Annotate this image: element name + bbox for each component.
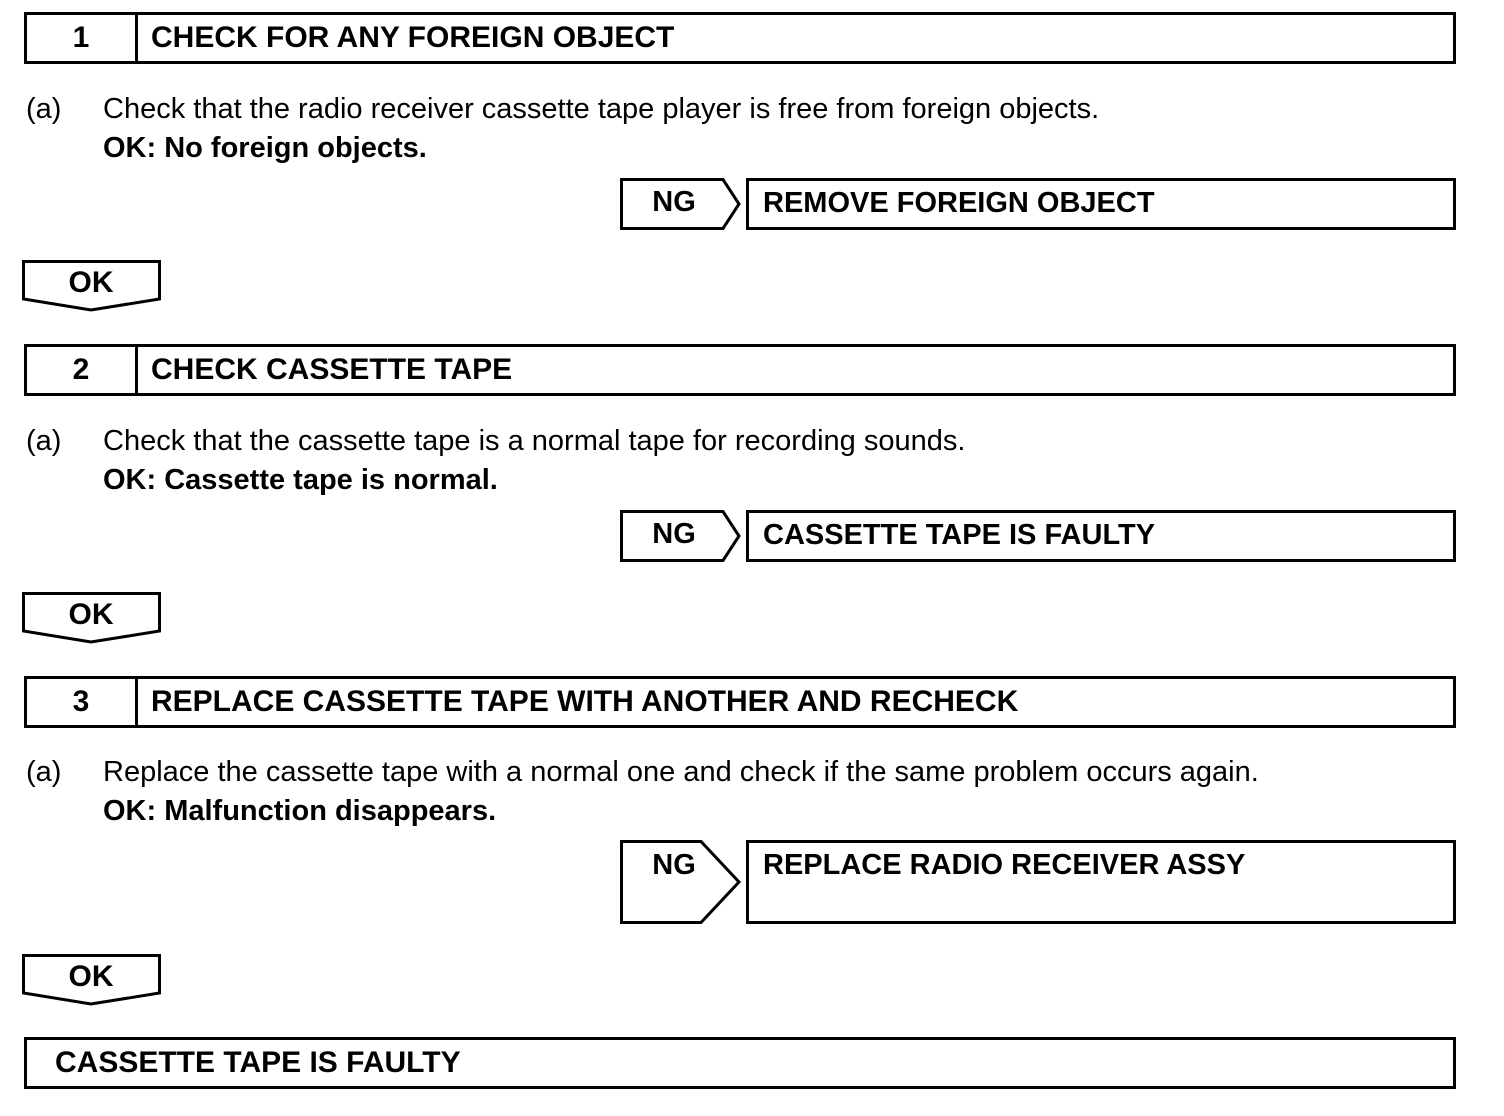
sub-item-text: Replace the cassette tape with a normal one and check if the same problem occurs again. bbox=[103, 756, 1259, 788]
ng-result-box: REMOVE FOREIGN OBJECT bbox=[746, 178, 1456, 230]
step-number: 3 bbox=[27, 679, 138, 725]
sub-item-label: (a) bbox=[26, 756, 62, 788]
ok-criteria: OK: Cassette tape is normal. bbox=[103, 464, 498, 496]
step-1-header bbox=[24, 12, 1456, 64]
ng-arrow-tag bbox=[620, 178, 742, 230]
step-title: CHECK FOR ANY FOREIGN OBJECT bbox=[151, 21, 675, 54]
step-number: 1 bbox=[27, 15, 138, 61]
ok-arrow bbox=[22, 954, 162, 1006]
final-result-box: CASSETTE TAPE IS FAULTY bbox=[24, 1037, 1456, 1089]
ng-arrow-tag bbox=[620, 510, 742, 562]
ok-criteria: OK: Malfunction disappears. bbox=[103, 795, 497, 827]
step-2-header bbox=[24, 344, 1456, 396]
ok-arrow-label: OK bbox=[68, 598, 114, 631]
sub-item-label: (a) bbox=[26, 425, 62, 457]
sub-item-text: Check that the cassette tape is a normal tape for recording sounds. bbox=[103, 425, 966, 457]
ng-label: NG bbox=[652, 186, 696, 218]
ng-label: NG bbox=[652, 518, 696, 550]
ok-arrow bbox=[22, 260, 162, 312]
step-number: 2 bbox=[27, 347, 138, 393]
ng-result-box: REPLACE RADIO RECEIVER ASSY bbox=[746, 840, 1456, 924]
ok-arrow-label: OK bbox=[68, 266, 114, 299]
ng-label: NG bbox=[652, 849, 696, 881]
step-title: REPLACE CASSETTE TAPE WITH ANOTHER AND RECHECK bbox=[151, 685, 1019, 718]
ng-result-box: CASSETTE TAPE IS FAULTY bbox=[746, 510, 1456, 562]
step-3-header bbox=[24, 676, 1456, 728]
sub-item-label: (a) bbox=[26, 93, 62, 125]
step-title: CHECK CASSETTE TAPE bbox=[151, 353, 513, 386]
ok-arrow-label: OK bbox=[68, 960, 114, 993]
ng-arrow-tag bbox=[620, 840, 742, 924]
ok-criteria: OK: No foreign objects. bbox=[103, 132, 427, 164]
ok-arrow bbox=[22, 592, 162, 644]
sub-item-text: Check that the radio receiver cassette tape player is free from foreign objects. bbox=[103, 93, 1100, 125]
